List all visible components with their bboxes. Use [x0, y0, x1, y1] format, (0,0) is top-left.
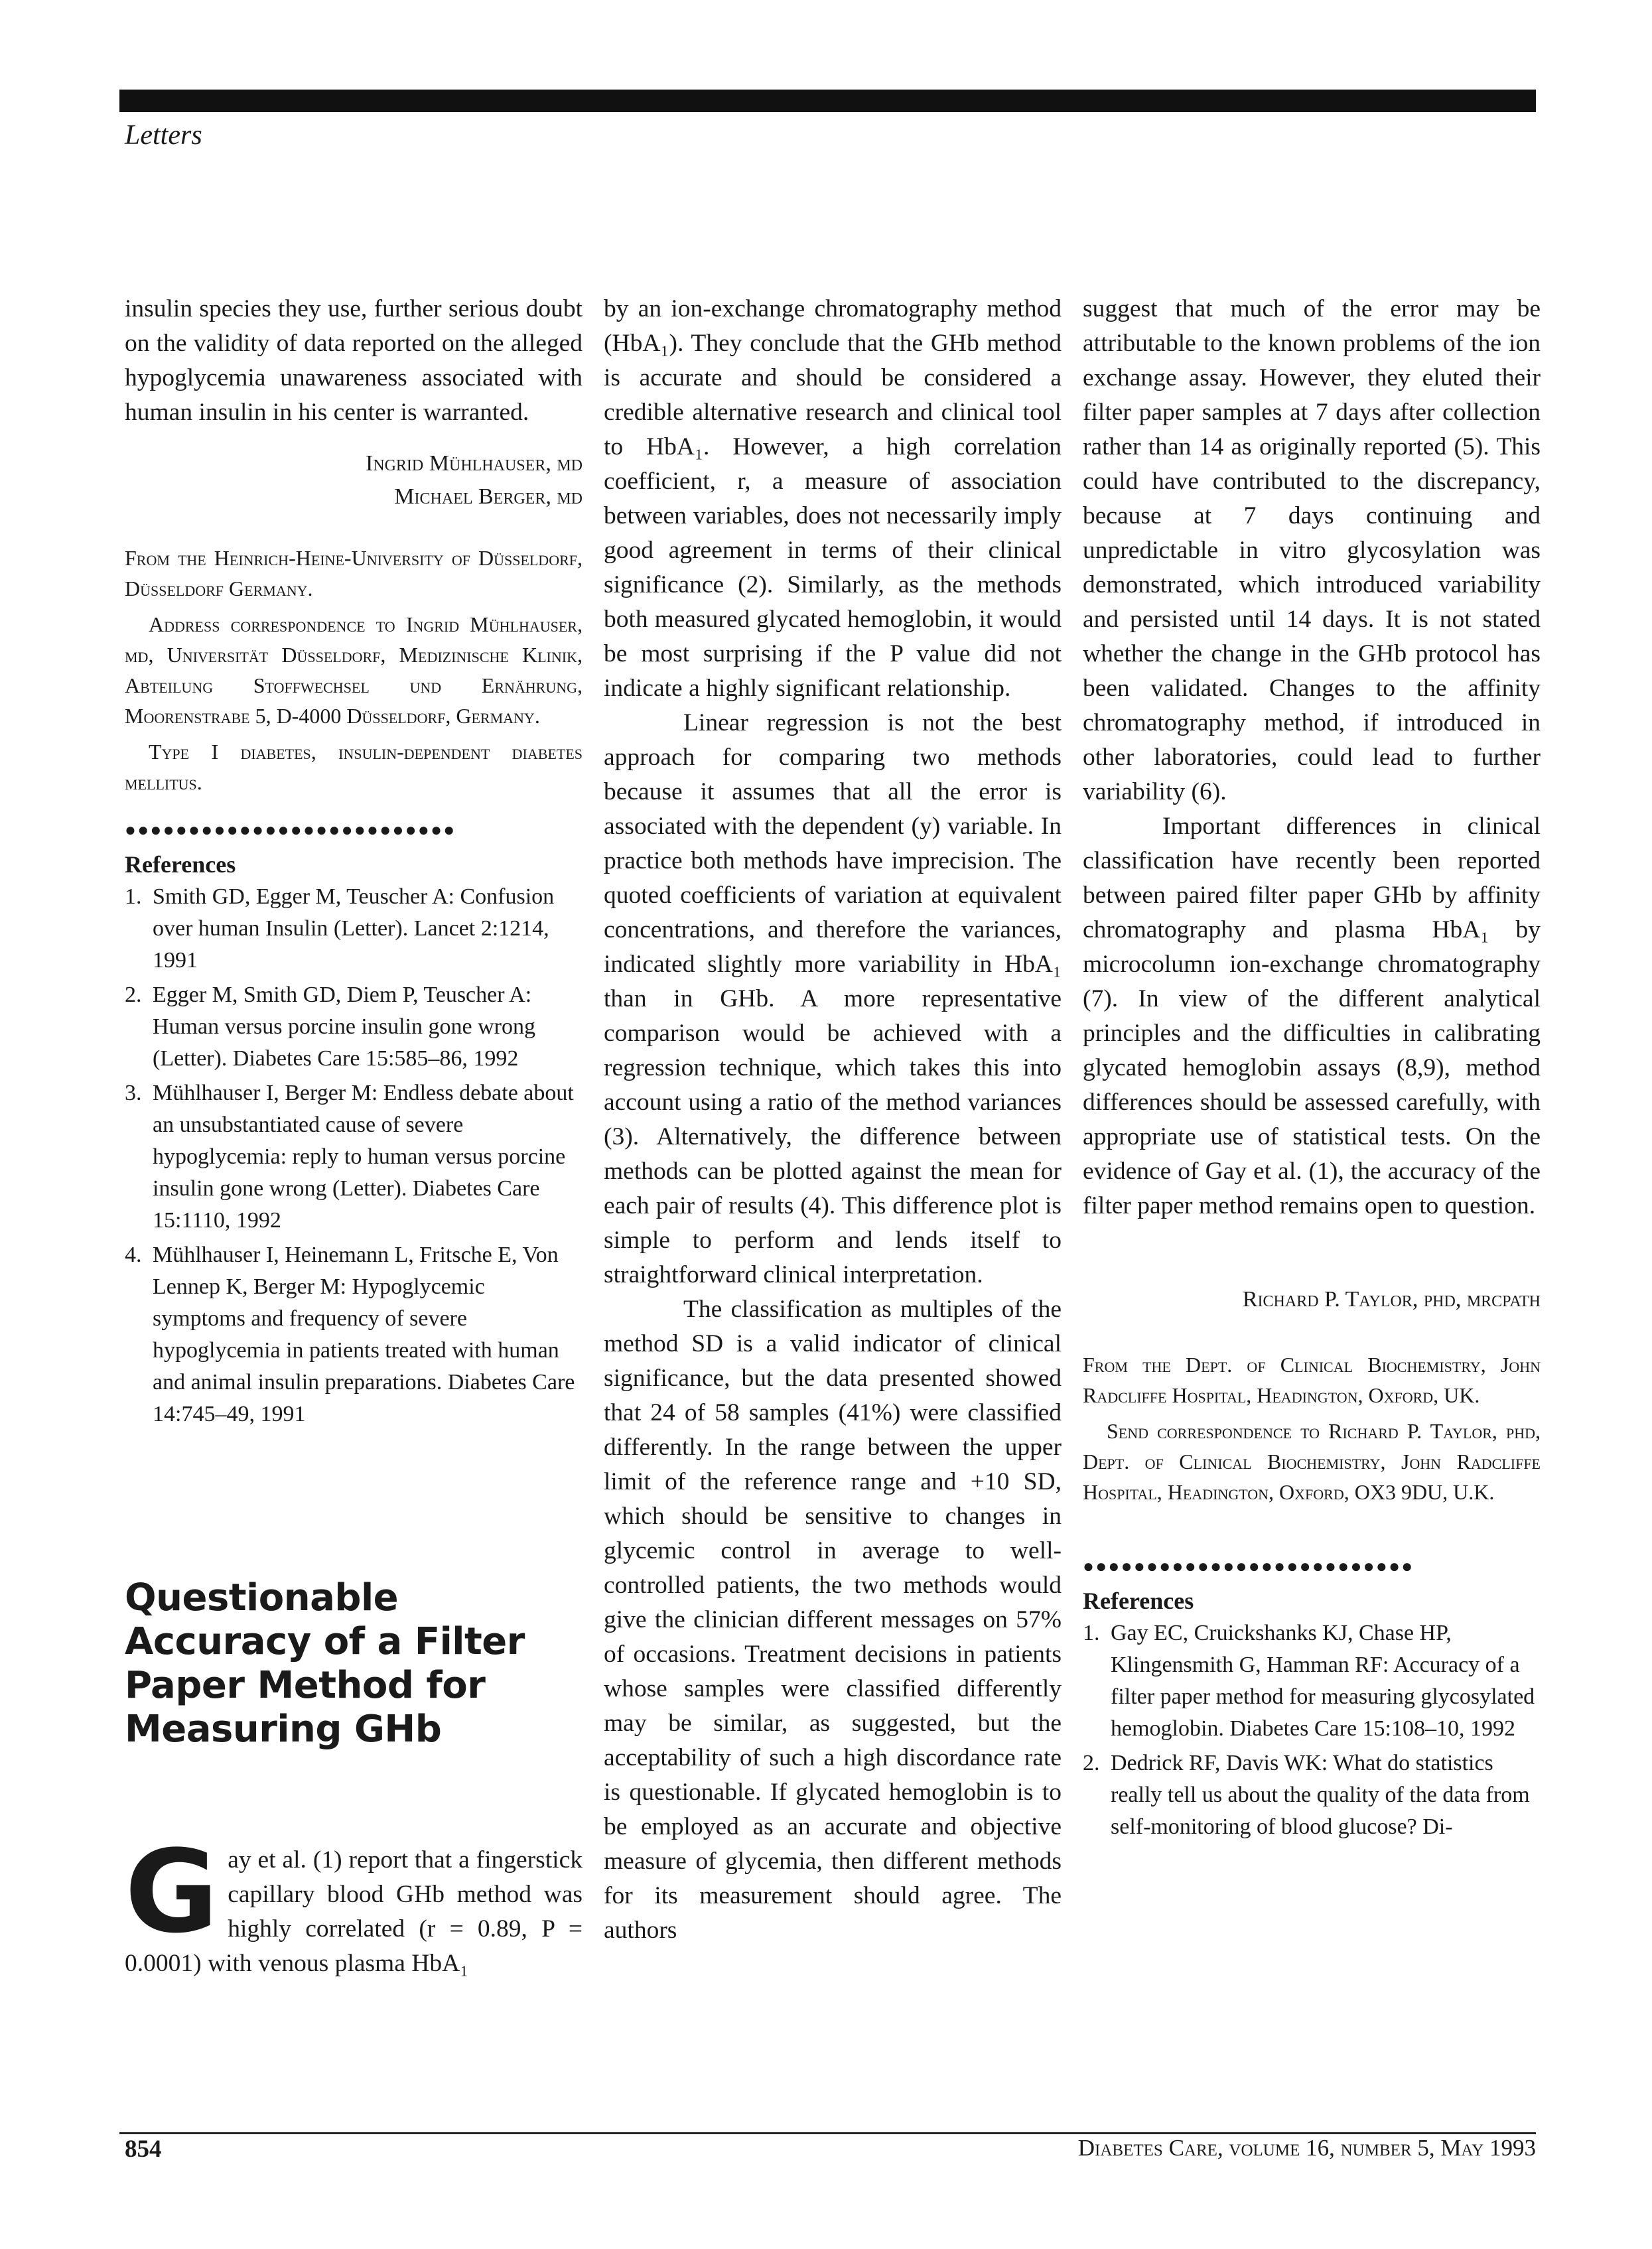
- keywords: Type I diabetes, insulin-dependent diabetes mellitus.: [125, 740, 583, 794]
- reference-text: Egger M, Smith GD, Diem P, Teuscher A: Human versus porcine insulin gone wrong (Letter). Diabetes Care 15:585–86, 1992: [153, 983, 535, 1071]
- body-paragraph: Linear regression is not the best approach for comparing two methods because it assumes that all the error is associated with the dependent (y) variable. In practice both methods have imprecision. The quoted coefficients of variation at equivalent concentrations, and therefore the variances, indicated slightly more variability in HbA₁ than in GHb. A more representative comparison would be achieved with a regression technique, which takes this into account using a ratio of the method variances (3). Alternatively, the difference between methods can be plotted against the mean for each pair of results (4). This difference plot is simple to perform and lends itself to straightforward clinical interpretation.: [604, 709, 1062, 1288]
- reference-text: Dedrick RF, Davis WK: What do statistics really tell us about the quality of the data from self-monitoring of blood glucose? Di-: [1111, 1751, 1530, 1839]
- column-1: [125, 292, 583, 1981]
- reference-item: [125, 1239, 583, 1430]
- references-list: [1083, 1617, 1541, 1843]
- reference-text: Mühlhauser I, Berger M: Endless debate about an unsubstantiated cause of severe hypoglycemia: reply to human versus porcine insulin gone wrong (Letter). Diabetes Care 15:1110, 1992: [153, 1081, 574, 1233]
- body-paragraph: by an ion-exchange chromatography method (HbA₁). They conclude that the GHb method is accurate and should be considered a credible alternative research and clinical tool to HbA₁. However, a high correlation coefficient, r, a measure of association between variables, does not necessarily imply good agreement in terms of their clinical significance (2). Similarly, as the methods both measured glycated hemoglobin, it would be most surprising if the P value did not indicate a highly significant relationship.: [604, 295, 1062, 702]
- reference-number: 1.: [125, 884, 142, 909]
- column-2: [604, 292, 1062, 1948]
- article-title: Questionable Accuracy of a Filter Paper Method for Measuring GHb: [125, 1576, 525, 1751]
- reference-text: Mühlhauser I, Heinemann L, Fritsche E, Von Lennep K, Berger M: Hypoglycemic symptoms and frequency of severe hypoglycemia in patients treated with human and animal insulin preparations. Diabetes Care 14:745–49, 1991: [153, 1243, 575, 1426]
- header-rule: [119, 90, 1536, 112]
- reference-text: Smith GD, Egger M, Teuscher A: Confusion over human Insulin (Letter). Lancet 2:1214, 1991: [153, 884, 555, 973]
- dot-divider: ●●●●●●●●●●●●●●●●●●●●●●●●●●: [125, 820, 456, 841]
- correspondence-address: Address correspondence to Ingrid Mühlhauser, md, Universität Düsseldorf, Medizinische Klinik, Abteilung Stoffwechsel und Ernährung, Moorenstrabe 5, D-4000 Düsseldorf, Germany.: [125, 612, 583, 728]
- references-heading: References: [1083, 1588, 1194, 1614]
- drop-cap: G: [125, 1825, 219, 1958]
- column-3: [1083, 292, 1541, 1846]
- reference-number: 2.: [125, 983, 142, 1007]
- reference-number: 2.: [1083, 1751, 1100, 1775]
- affiliation: From the Heinrich-Heine-University of Düsseldorf, Düsseldorf Germany.: [125, 546, 583, 600]
- author-signature: Richard P. Taylor, phd, mrcpath: [1242, 1287, 1541, 1312]
- correspondence-address: Send correspondence to Richard P. Taylor, phd, Dept. of Clinical Biochemistry, John Radcliffe Hospital, Headington, Oxford, OX3 9DU, U.K.: [1083, 1419, 1541, 1504]
- journal-citation: Diabetes Care, volume 16, number 5, May 1993: [1077, 2135, 1536, 2161]
- reference-item: [125, 1077, 583, 1237]
- reference-number: 1.: [1083, 1621, 1100, 1645]
- reference-item: [125, 881, 583, 977]
- opening-text: ay et al. (1) report that a fingerstick capillary blood GHb method was highly correlated (r = 0.89, P = 0.0001) with venous plasma HbA₁: [125, 1846, 583, 1977]
- letter-closing-paragraph: insulin species they use, further serious doubt on the validity of data reported on the alleged hypoglycemia unawareness associated with human insulin in his center is warranted.: [125, 295, 583, 426]
- reference-number: 3.: [125, 1081, 142, 1105]
- body-paragraph: suggest that much of the error may be attributable to the known problems of the ion exchange assay. However, they eluted their filter paper samples at 7 days after collection rather than 14 as originally reported (5). This could have contributed to the discrepancy, because at 7 days continuing and unpredictable in vitro glycosylation was demonstrated, which introduced variability and persisted until 14 days. It is not stated whether the change in the GHb protocol has been validated. Changes to the affinity chromatography method, if introduced in other laboratories, could lead to further variability (6).: [1083, 295, 1541, 805]
- body-paragraph: The classification as multiples of the method SD is a valid indicator of clinical significance, but the data presented showed that 24 of 58 samples (41%) were classified differently. In the range between the upper limit of the reference range and +10 SD, which should be sensitive to changes in glycemic control in average to well-controlled patients, the two methods would give the clinician different messages on 57% of occasions. Treatment decisions in patients whose samples were classified differently may be similar, as suggested, but the acceptability of such a high discordance rate is questionable. If glycated hemoglobin is to be employed as an accurate and objective measure of glycemia, then different methods for its measurement should agree. The authors: [604, 1296, 1062, 1944]
- author-signature-2: Michael Berger, md: [394, 484, 583, 509]
- reference-number: 4.: [125, 1243, 142, 1267]
- references-heading: References: [125, 851, 236, 878]
- reference-item: [1083, 1747, 1541, 1843]
- reference-item: [1083, 1617, 1541, 1745]
- body-paragraph: Important differences in clinical classification have recently been reported between paired filter paper GHb by affinity chromatography and plasma HbA₁ by microcolumn ion-exchange chromatography (7). In view of the different analytical principles and the difficulties in calibrating glycated hemoglobin assays (8,9), method differences should be assessed carefully, with appropriate use of statistical tests. On the evidence of Gay et al. (1), the accuracy of the filter paper method remains open to question.: [1083, 813, 1541, 1219]
- reference-text: Gay EC, Cruickshanks KJ, Chase HP, Klingensmith G, Hamman RF: Accuracy of a filter paper method for measuring glycosylated hemoglobin. Diabetes Care 15:108–10, 1992: [1111, 1621, 1535, 1741]
- references-list: [125, 881, 583, 1430]
- author-signature-1: Ingrid Mühlhauser, md: [365, 451, 583, 476]
- footer-rule: [119, 2132, 1536, 2134]
- reference-item: [125, 979, 583, 1075]
- article-opening-paragraph: [125, 1825, 583, 1981]
- section-label: Letters: [125, 120, 202, 151]
- page-number: 854: [125, 2136, 162, 2163]
- dot-divider: ●●●●●●●●●●●●●●●●●●●●●●●●●●: [1083, 1556, 1414, 1577]
- affiliation: From the Dept. of Clinical Biochemistry, John Radcliffe Hospital, Headington, Oxford, UK.: [1083, 1353, 1541, 1407]
